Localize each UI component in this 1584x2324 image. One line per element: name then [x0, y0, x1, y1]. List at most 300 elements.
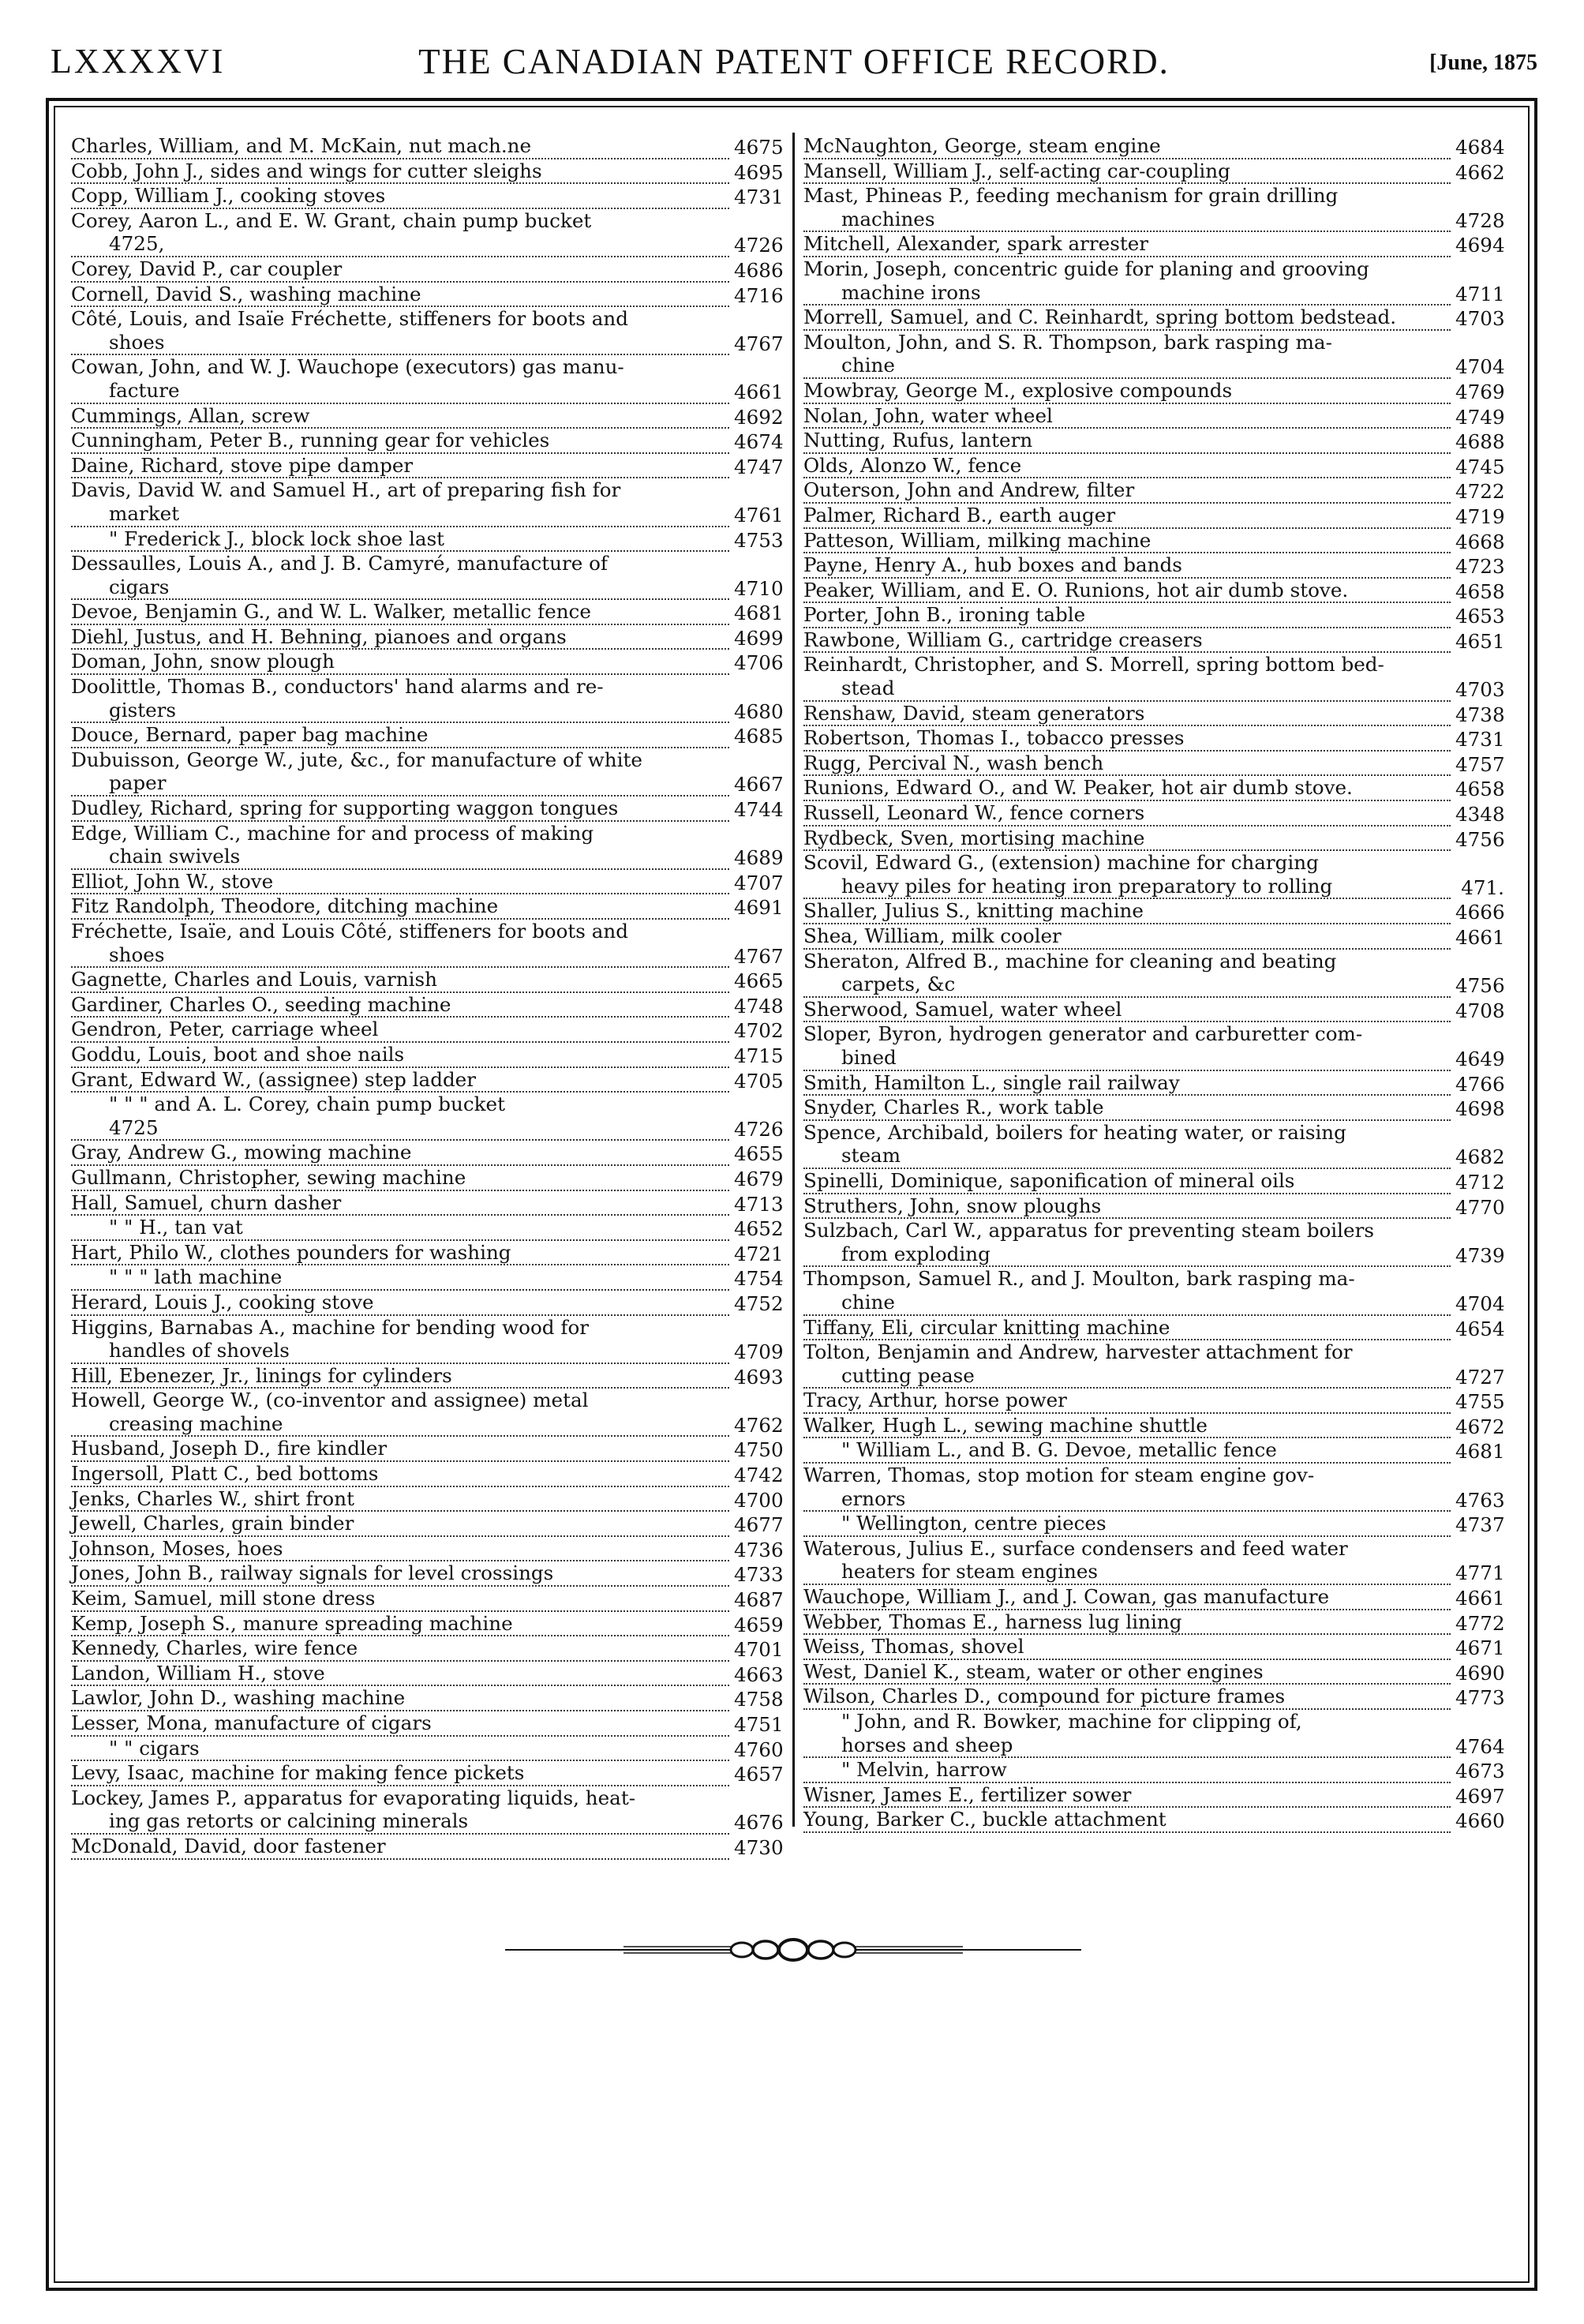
entry-text: Warren, Thomas, stop motion for steam engine gov- [803, 1464, 1315, 1487]
patent-number: 4661 [734, 380, 784, 403]
index-entry [803, 1487, 1504, 1512]
entry-text: Rawbone, William G., cartridge creasers [803, 628, 1451, 654]
index-entry [71, 1241, 783, 1266]
patent-number: 4692 [734, 405, 784, 429]
issue-date: [June, 1875 [1429, 51, 1537, 75]
index-entry [803, 1635, 1504, 1660]
patent-number: 4770 [1455, 1195, 1505, 1219]
patent-number: 4769 [1455, 380, 1505, 403]
index-entry [71, 1191, 783, 1216]
index-entry [71, 575, 783, 601]
index-entry [71, 1512, 783, 1537]
index-entry [71, 1116, 783, 1141]
patent-number: 4348 [1455, 803, 1505, 827]
index-entry [71, 1835, 783, 1860]
entry-text: Snyder, Charles R., work table [803, 1096, 1451, 1121]
index-entry [71, 993, 783, 1018]
index-entry [803, 1610, 1504, 1636]
patent-number: 4661 [1455, 1587, 1505, 1610]
index-entry [803, 677, 1504, 702]
index-entry [71, 1662, 783, 1687]
patent-number: 4708 [1455, 999, 1505, 1022]
patent-number: 4712 [1455, 1170, 1505, 1194]
entry-text: market [71, 502, 729, 527]
patent-number: 4653 [1455, 605, 1505, 628]
index-entry [71, 1141, 783, 1166]
entry-text: Sulzbach, Carl W., apparatus for preventing steam boilers [803, 1219, 1374, 1243]
patent-number: 4730 [734, 1835, 784, 1859]
index-entry [803, 827, 1504, 852]
index-entry [803, 1758, 1504, 1783]
patent-number: 4738 [1455, 703, 1505, 726]
entry-text: Mowbray, George M., explosive compounds [803, 379, 1451, 404]
index-entry [71, 943, 783, 969]
index-entry [803, 973, 1504, 998]
patent-number: 4754 [734, 1267, 784, 1291]
index-entry [803, 1585, 1504, 1610]
patent-number: 4757 [1455, 752, 1505, 776]
index-entry [71, 920, 783, 943]
patent-number: 4703 [1455, 307, 1505, 331]
entry-text: Moulton, John, and S. R. Thompson, bark rasping ma- [803, 330, 1332, 354]
entry-text: Fitz Randolph, Theodore, ditching machine [71, 894, 729, 920]
entry-text: carpets, &c [803, 973, 1451, 998]
entry-text: Robertson, Thomas I., tobacco presses [803, 726, 1451, 752]
patent-number: 4761 [734, 503, 784, 527]
patent-number: 4704 [1455, 1291, 1505, 1315]
patent-number: 4690 [1455, 1661, 1505, 1685]
entry-text: Tracy, Arthur, horse power [803, 1389, 1451, 1414]
entry-text: Cowan, John, and W. J. Wauchope (executors) gas manu- [71, 355, 624, 379]
index-entry [803, 1046, 1504, 1071]
entry-text: steam [803, 1144, 1451, 1169]
index-entry [803, 1340, 1504, 1364]
index-entry [71, 797, 783, 822]
patent-number: 4659 [734, 1613, 784, 1636]
entry-text: Davis, David W. and Samuel H., art of preparing fish for [71, 478, 621, 502]
index-entry [71, 822, 783, 845]
index-entry [71, 404, 783, 429]
index-entry [803, 184, 1504, 208]
entry-text: Daine, Richard, stove pipe damper [71, 454, 729, 479]
entry-text: Dessaulles, Louis A., and J. B. Camyré, manufacture of [71, 552, 609, 575]
entry-text: Gray, Andrew G., mowing machine [71, 1141, 729, 1166]
entry-text: " William L., and B. G. Devoe, metallic fence [803, 1438, 1451, 1464]
patent-number: 4749 [1455, 405, 1505, 429]
index-entry [71, 650, 783, 675]
patent-number: 4681 [734, 602, 784, 625]
entry-text: Dudley, Richard, spring for supporting waggon tongues [71, 797, 729, 822]
entry-text: gisters [71, 699, 729, 724]
entry-text: bined [803, 1046, 1451, 1071]
entry-text: Cunningham, Peter B., running gear for vehicles [71, 429, 729, 454]
index-entry [803, 702, 1504, 727]
entry-text: Kennedy, Charles, wire fence [71, 1636, 729, 1662]
index-entry [803, 553, 1504, 579]
index-entry [71, 748, 783, 772]
entry-text: Jenks, Charles W., shirt front [71, 1487, 729, 1512]
patent-number: 4688 [1455, 430, 1505, 454]
index-entry [71, 232, 783, 257]
patent-number: 4767 [734, 332, 784, 355]
index-entry [71, 771, 783, 797]
index-entry [71, 675, 783, 699]
entry-text: " Melvin, harrow [803, 1758, 1451, 1783]
index-entry [71, 478, 783, 502]
entry-text: Husband, Joseph D., fire kindler [71, 1437, 729, 1462]
index-entry [71, 379, 783, 404]
patent-number: 4673 [1455, 1760, 1505, 1783]
index-entry [803, 208, 1504, 233]
index-entry [803, 1121, 1504, 1145]
entry-text: Webber, Thomas E., harness lug lining [803, 1610, 1451, 1636]
entry-text: Wauchope, William J., and J. Cowan, gas manufacture [803, 1585, 1451, 1610]
index-entry [803, 1685, 1504, 1710]
entry-text: Shea, William, milk cooler [803, 924, 1451, 950]
entry-text: shoes [71, 331, 729, 356]
index-entry [71, 1786, 783, 1810]
patent-number: 4745 [1455, 455, 1505, 478]
entry-text: Young, Barker C., buckle attachment [803, 1808, 1451, 1833]
entry-text: Gendron, Peter, carriage wheel [71, 1018, 729, 1043]
index-entry [71, 283, 783, 308]
entry-text: Corey, Aaron L., and E. W. Grant, chain pump bucket [71, 208, 592, 232]
index-entry [71, 1389, 783, 1412]
entry-text: Hill, Ebenezer, Jr., linings for cylinders [71, 1364, 729, 1389]
patent-number: 4706 [734, 651, 784, 675]
index-entry [803, 1414, 1504, 1439]
index-entry [71, 1265, 783, 1291]
entry-text: " " H., tan vat [71, 1216, 729, 1241]
entry-text: Shaller, Julius S., knitting machine [803, 899, 1451, 924]
index-entry [71, 1737, 783, 1762]
entry-text: Peaker, William, and E. O. Runions, hot air dumb stove. [803, 579, 1451, 604]
patent-number: 4727 [1455, 1365, 1505, 1389]
index-entry [803, 899, 1504, 924]
entry-text: heaters for steam engines [803, 1560, 1451, 1585]
patent-number: 4747 [734, 455, 784, 478]
patent-number: 4694 [1455, 234, 1505, 257]
patent-number: 4662 [1455, 160, 1505, 184]
patent-number: 4736 [734, 1538, 784, 1561]
entry-text: Mansell, William J., self-acting car-coupling [803, 159, 1451, 185]
entry-text: Kemp, Joseph S., manure spreading machine [71, 1612, 729, 1637]
patent-number: 4671 [1455, 1636, 1505, 1660]
patent-number: 4705 [734, 1069, 784, 1093]
entry-text: Elliot, John W., stove [71, 870, 729, 895]
entry-text: Dubuisson, George W., jute, &c., for manufacture of white [71, 748, 642, 771]
index-entry [803, 1464, 1504, 1487]
patent-number: 4655 [734, 1142, 784, 1166]
patent-number: 4710 [734, 576, 784, 600]
index-entry [803, 1389, 1504, 1414]
entry-text: facture [71, 379, 729, 404]
index-entry [803, 801, 1504, 827]
entry-text: " " cigars [71, 1737, 729, 1762]
patent-number: 4750 [734, 1438, 784, 1462]
index-entry [803, 1316, 1504, 1341]
patent-number: 4723 [1455, 555, 1505, 579]
entry-text: McDonald, David, door fastener [71, 1835, 729, 1860]
index-entry [803, 404, 1504, 429]
entry-text: Rugg, Percival N., wash bench [803, 752, 1451, 777]
index-entry [71, 429, 783, 454]
patent-number: 4716 [734, 283, 784, 307]
index-entry [71, 134, 783, 159]
patent-number: 4758 [734, 1688, 784, 1711]
index-entry [71, 1291, 783, 1316]
patent-number: 4701 [734, 1638, 784, 1662]
entry-text: Porter, John B., ironing table [803, 603, 1451, 628]
patent-number: 4660 [1455, 1809, 1505, 1833]
index-entry [71, 1437, 783, 1462]
index-entry [71, 1561, 783, 1587]
index-entry [71, 845, 783, 870]
entry-text: handles of shovels [71, 1339, 729, 1364]
patent-number: 4651 [1455, 629, 1505, 653]
patent-number: 4744 [734, 798, 784, 822]
index-column-left [71, 134, 783, 1860]
patent-number: 4689 [734, 846, 784, 870]
patent-number: 4677 [734, 1513, 784, 1537]
entry-text: Lesser, Mona, manufacture of cigars [71, 1711, 729, 1737]
index-entry [803, 159, 1504, 185]
entry-text: Thompson, Samuel R., and J. Moulton, bark rasping ma- [803, 1267, 1355, 1291]
patent-number: 4722 [1455, 480, 1505, 504]
entry-text: horses and sheep [803, 1734, 1451, 1759]
patent-number: 4726 [734, 1117, 784, 1141]
index-entry [803, 851, 1504, 875]
entry-text: chine [803, 1291, 1451, 1316]
index-entry [803, 379, 1504, 404]
patent-number: 4756 [1455, 974, 1505, 998]
patent-number: 4652 [734, 1217, 784, 1241]
journal-title: THE CANADIAN PATENT OFFICE RECORD. [418, 42, 1170, 81]
index-entry [71, 1537, 783, 1562]
index-entry [71, 552, 783, 575]
entry-text: Mitchell, Alexander, spark arrester [803, 232, 1451, 257]
entry-text: Douce, Bernard, paper bag machine [71, 723, 729, 748]
patent-number: 4700 [734, 1488, 784, 1512]
index-entry [71, 1068, 783, 1093]
patent-number: 4755 [1455, 1390, 1505, 1414]
index-entry [803, 1512, 1504, 1537]
entry-text: " Frederick J., block lock shoe last [71, 527, 729, 553]
index-entry [71, 968, 783, 993]
patent-number: 4685 [734, 725, 784, 748]
entry-text: Smith, Hamilton L., single rail railway [803, 1071, 1451, 1096]
entry-text: Gardiner, Charles O., seeding machine [71, 993, 729, 1018]
patent-number: 4731 [734, 186, 784, 209]
patent-number: 4766 [1455, 1072, 1505, 1096]
index-entry [803, 1783, 1504, 1809]
patent-number: 4704 [1455, 355, 1505, 379]
patent-number: 4658 [1455, 778, 1505, 801]
entry-text: Walker, Hugh L., sewing machine shuttle [803, 1414, 1451, 1439]
entry-text: heavy piles for heating iron preparatory to rolling [803, 875, 1451, 900]
entry-text: Goddu, Louis, boot and shoe nails [71, 1043, 729, 1068]
patent-number: 4739 [1455, 1243, 1505, 1267]
index-entry [803, 1071, 1504, 1096]
entry-text: Olds, Alonzo W., fence [803, 454, 1451, 479]
patent-number: 4773 [1455, 1686, 1505, 1710]
patent-number: 4764 [1455, 1734, 1505, 1758]
index-entry [803, 1560, 1504, 1585]
index-entry [803, 776, 1504, 801]
index-entry [71, 699, 783, 724]
index-entry [803, 1219, 1504, 1243]
index-entry [803, 331, 1504, 354]
ornament-rule [505, 1938, 1081, 1962]
index-entry [71, 1711, 783, 1737]
patent-number: 4699 [734, 626, 784, 650]
patent-number: 4697 [1455, 1784, 1505, 1808]
entry-text: Doman, John, snow plough [71, 650, 729, 675]
patent-number: 4719 [1455, 504, 1505, 528]
index-entry [803, 1267, 1504, 1291]
index-entry [803, 726, 1504, 752]
index-entry [803, 1022, 1504, 1046]
entry-text: Spence, Archibald, boilers for heating water, or raising [803, 1120, 1346, 1144]
entry-text: Côté, Louis, and Isaïe Fréchette, stiffeners for boots and [71, 307, 628, 331]
entry-text: Grant, Edward W., (assignee) step ladder [71, 1068, 729, 1093]
entry-text: paper [71, 771, 729, 797]
patent-number: 4737 [1455, 1513, 1505, 1537]
entry-text: machines [803, 208, 1451, 233]
entry-text: Nolan, John, water wheel [803, 404, 1451, 429]
patent-number: 4728 [1455, 208, 1505, 232]
entry-text: Struthers, John, snow ploughs [803, 1194, 1451, 1220]
index-entry [71, 1018, 783, 1043]
index-entry [803, 1364, 1504, 1389]
entry-text: stead [803, 677, 1451, 702]
entry-text: Lawlor, John D., washing machine [71, 1686, 729, 1711]
index-entry [71, 1364, 783, 1389]
index-entry [803, 1243, 1504, 1268]
column-divider [792, 133, 795, 1827]
patent-number: 4751 [734, 1713, 784, 1736]
entry-text: Wilson, Charles D., compound for picture frames [803, 1685, 1451, 1710]
entry-text: Johnson, Moses, hoes [71, 1537, 729, 1562]
index-entry [71, 355, 783, 379]
index-entry [803, 1144, 1504, 1169]
index-entry [803, 1169, 1504, 1194]
entry-text: Copp, William J., cooking stoves [71, 184, 729, 209]
patent-number: 4674 [734, 430, 784, 454]
entry-text: Ingersoll, Platt C., bed bottoms [71, 1462, 729, 1487]
index-entry [71, 527, 783, 553]
patent-number: 4666 [1455, 901, 1505, 924]
patent-number: 4726 [734, 234, 784, 257]
index-entry [803, 1734, 1504, 1759]
index-entry [71, 209, 783, 233]
entry-text: Charles, William, and M. McKain, nut mach.ne [71, 134, 729, 159]
entry-text: Landon, William H., stove [71, 1662, 729, 1687]
patent-number: 4686 [734, 258, 784, 282]
index-entry [803, 504, 1504, 529]
index-entry [803, 924, 1504, 950]
patent-number: 4771 [1455, 1561, 1505, 1585]
entry-text: Edge, William C., machine for and process of making [71, 821, 594, 845]
index-entry [71, 159, 783, 185]
entry-text: Weiss, Thomas, shovel [803, 1635, 1451, 1660]
entry-text: Hall, Samuel, churn dasher [71, 1191, 729, 1216]
entry-text: " " " lath machine [71, 1265, 729, 1291]
patent-number: 4657 [734, 1763, 784, 1786]
index-entry [71, 1587, 783, 1612]
patent-number: 4762 [734, 1413, 784, 1437]
entry-text: Tiffany, Eli, circular knitting machine [803, 1316, 1451, 1341]
index-entry [803, 281, 1504, 306]
patent-number: 4679 [734, 1167, 784, 1190]
index-entry [803, 1537, 1504, 1561]
patent-number: 4661 [1455, 926, 1505, 949]
index-entry [803, 875, 1504, 900]
patent-number: 4760 [734, 1737, 784, 1761]
entry-text: Jewell, Charles, grain binder [71, 1512, 729, 1537]
entry-text: Morin, Joseph, concentric guide for planing and grooving [803, 257, 1369, 280]
entry-text: Jones, John B., railway signals for level crossings [71, 1561, 729, 1587]
entry-text: Payne, Henry A., hub boxes and bands [803, 553, 1451, 579]
index-entry [71, 1093, 783, 1116]
entry-text: creasing machine [71, 1412, 729, 1438]
patent-number: 4702 [734, 1019, 784, 1043]
entry-text: Patteson, William, milking machine [803, 529, 1451, 554]
entry-text: Morrell, Samuel, and C. Reinhardt, spring bottom bedstead. [803, 305, 1451, 331]
patent-number: 4748 [734, 994, 784, 1018]
index-entry [803, 232, 1504, 257]
patent-number: 4675 [734, 136, 784, 159]
patent-number: 4691 [734, 896, 784, 920]
entry-text: Fréchette, Isaïe, and Louis Côté, stiffeners for boots and [71, 920, 628, 943]
patent-number: 4752 [734, 1291, 784, 1315]
index-entry [803, 354, 1504, 379]
index-entry [803, 653, 1504, 677]
index-entry [803, 998, 1504, 1023]
index-entry [803, 1660, 1504, 1685]
entry-text: Cobb, John J., sides and wings for cutter sleighs [71, 159, 729, 185]
entry-text: McNaughton, George, steam engine [803, 134, 1451, 159]
index-entry [71, 184, 783, 209]
patent-number: 4709 [734, 1340, 784, 1364]
patent-number: 4753 [734, 528, 784, 552]
index-entry [71, 600, 783, 625]
entry-text: Hart, Philo W., clothes pounders for washing [71, 1241, 729, 1266]
index-entry [71, 1612, 783, 1637]
patent-number: 4684 [1455, 136, 1505, 159]
patent-number: 4667 [734, 773, 784, 797]
index-entry [71, 625, 783, 650]
index-column-right [803, 134, 1504, 1833]
entry-text: shoes [71, 943, 729, 969]
index-entry [803, 134, 1504, 159]
entry-text: Russell, Leonard W., fence corners [803, 801, 1451, 827]
entry-text: Rydbeck, Sven, mortising machine [803, 827, 1451, 852]
entry-text: Runions, Edward O., and W. Peaker, hot air dumb stove. [803, 776, 1451, 801]
patent-number: 4693 [734, 1365, 784, 1389]
entry-text: Spinelli, Dominique, saponification of mineral oils [803, 1169, 1451, 1194]
entry-text: 4725, [71, 232, 729, 257]
entry-text: Cummings, Allan, screw [71, 404, 729, 429]
index-entry [71, 1761, 783, 1786]
entry-text: Tolton, Benjamin and Andrew, harvester attachment for [803, 1340, 1353, 1364]
index-entry [803, 752, 1504, 777]
patent-number: 4763 [1455, 1488, 1505, 1512]
entry-text: from exploding [803, 1243, 1451, 1268]
patent-number: 4756 [1455, 827, 1505, 851]
index-entry [803, 603, 1504, 628]
patent-number: 4665 [734, 969, 784, 993]
